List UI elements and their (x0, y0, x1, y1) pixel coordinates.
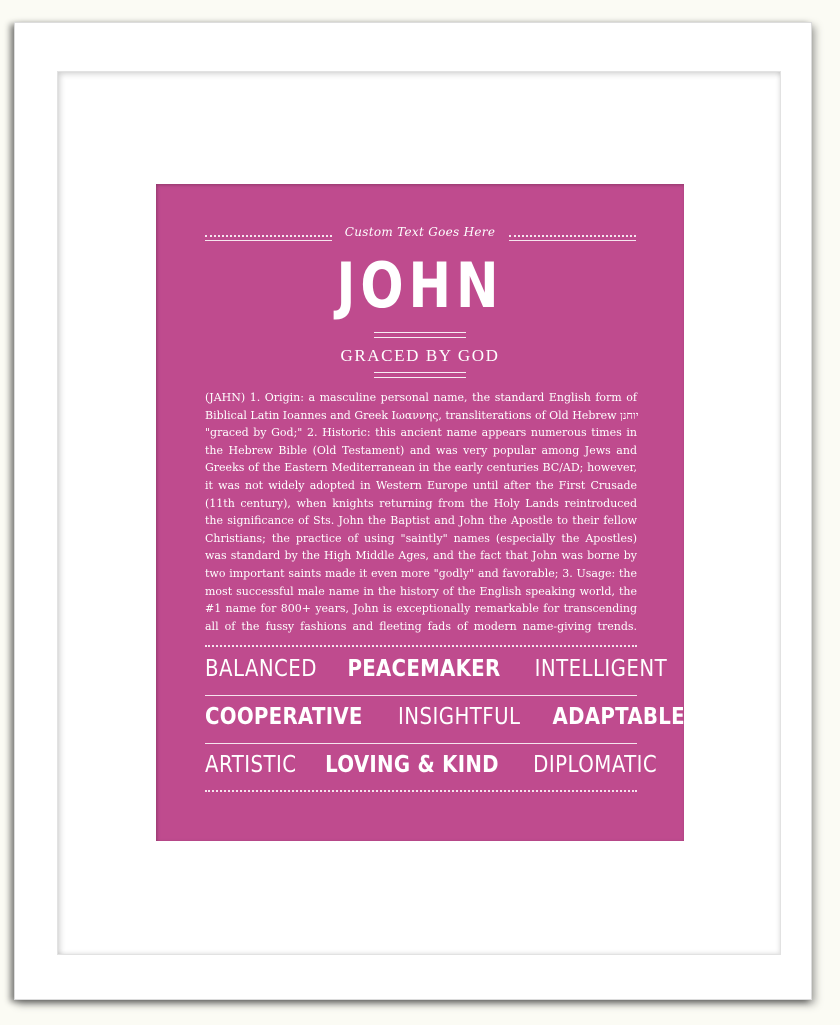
trait: INTELLIGENT (534, 656, 668, 682)
name-underline-top (374, 332, 466, 333)
meaning-underline-top (374, 372, 466, 373)
trait: PEACEMAKER (347, 656, 501, 682)
traits-row-1 (205, 656, 668, 692)
definition-line: "graced by God;" 2. Historic: this ancient name appears numerous times in (205, 426, 637, 440)
dotted-divider-traits-top (205, 645, 637, 648)
traits-row-3 (205, 752, 658, 788)
name-underline-bottom (374, 337, 466, 338)
definition-line: it was not widely adopted in Western Europe until after the First Crusade (205, 478, 637, 492)
custom-text: Custom Text Goes Here (344, 225, 496, 239)
traits-divider (205, 743, 637, 744)
traits-row-2 (205, 704, 685, 740)
definition-line: the significance of Sts. John the Baptist and John the Apostle to their fellow (205, 514, 637, 528)
definition-line: (11th century), when knights returning from the Holy Lands reintroduced (205, 496, 637, 510)
name-definition (205, 389, 637, 635)
definition-line: Greeks of the Eastern Mediterranean in the early centuries BC/AD; however, (205, 461, 637, 475)
trait: COOPERATIVE (205, 704, 363, 730)
definition-line: most successful male name in the history of the English speaking world, the (205, 584, 637, 598)
definition-line: was standard by the High Middle Ages, and the fact that John was borne by (205, 549, 637, 563)
definition-line: the Hebrew Bible (Old Testament) and was very popular among Jews and (205, 443, 637, 457)
trait: BALANCED (205, 656, 317, 682)
name-meaning: GRACED BY GOD (340, 346, 500, 365)
name-title: JOHN (336, 249, 504, 322)
definition-line: (JAHN) 1. Origin: a masculine personal name, the standard English form of (205, 391, 637, 404)
definition-line: Biblical Latin Ioannes and Greek Ιωαννης, transliterations of Old Hebrew יוחנן (205, 408, 639, 422)
definition-line: all of the fussy fashions and fleeting fads of modern name-giving trends. (205, 619, 637, 633)
trait: ARTISTIC (205, 752, 297, 778)
trait: ADAPTABLE (552, 704, 685, 730)
trait: INSIGHTFUL (398, 704, 521, 730)
definition-line: Christians; the practice of using "saintly" names (especially the Apostles) (205, 531, 637, 545)
definition-line: two important saints made it even more "godly" and favorable; 3. Usage: the (205, 566, 637, 580)
traits-divider (205, 695, 637, 696)
name-print-artwork (156, 184, 684, 841)
meaning-underline-bottom (374, 377, 466, 378)
definition-line: #1 name for 800+ years, John is exceptionally remarkable for transcending (205, 602, 637, 616)
trait: LOVING & KIND (325, 752, 500, 778)
trait: DIPLOMATIC (533, 752, 658, 778)
dotted-divider-traits-bottom (205, 789, 637, 792)
